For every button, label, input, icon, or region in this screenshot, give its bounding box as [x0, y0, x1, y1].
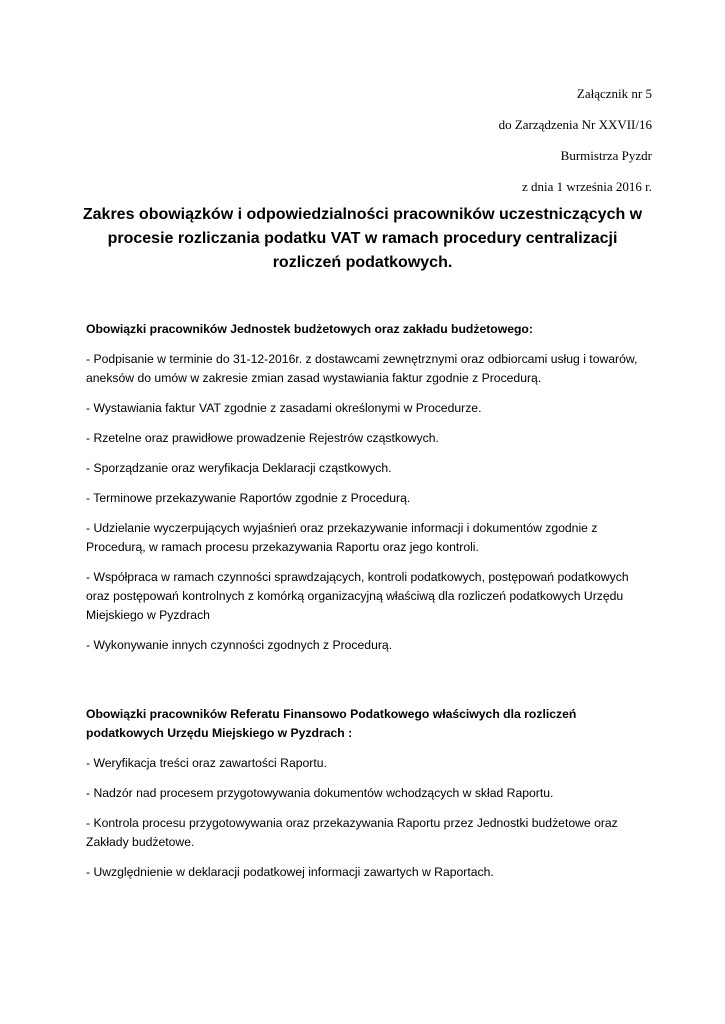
list-item: - Terminowe przekazywanie Raportów zgodnie z Procedurą.: [86, 491, 411, 505]
issuer: Burmistrza Pyzdr: [560, 148, 652, 163]
list-item: - Weryfikacja treści oraz zawartości Raportu.: [86, 756, 327, 770]
list-item: - Współpraca w ramach czynności sprawdzających, kontroli podatkowych, postępowań podatkowych oraz postępowań kontrolnych z komórką organizacyjną właściwą dla rozliczeń podatkowych Urzędu Miejskiego w Pyzdrach: [86, 570, 629, 622]
section-heading: Obowiązki pracowników Jednostek budżetowych oraz zakładu budżetowego:: [86, 322, 533, 336]
section-finance-department: [86, 705, 646, 893]
attachment-number: Załącznik nr 5: [576, 86, 652, 101]
list-item: - Kontrola procesu przygotowywania oraz przekazywania Raportu przez Jednostki budżetowe oraz Zakłady budżetowe.: [86, 816, 618, 849]
list-item: - Nadzór nad procesem przygotowywania dokumentów wchodzących w skład Raportu.: [86, 786, 554, 800]
list-item: - Sporządzanie oraz weryfikacja Deklaracji cząstkowych.: [86, 461, 392, 475]
list-item: - Udzielanie wyczerpujących wyjaśnień oraz przekazywanie informacji i dokumentów zgodnie z Procedurą, w ramach procesu przekazywania Raportu oraz jego kontroli.: [86, 521, 598, 554]
list-item: - Wystawiania faktur VAT zgodnie z zasadami określonymi w Procedurze.: [86, 401, 482, 415]
list-item: - Rzetelne oraz prawidłowe prowadzenie Rejestrów cząstkowych.: [86, 431, 439, 445]
attachment-header: [499, 86, 652, 210]
section-budget-units: [86, 320, 646, 666]
list-item: - Uwzględnienie w deklaracji podatkowej informacji zawartych w Raportach.: [86, 865, 494, 879]
section-heading: Obowiązki pracowników Referatu Finansowo Podatkowego właściwych dla rozliczeń podatkowych Urzędu Miejskiego w Pyzdrach :: [86, 707, 577, 740]
list-item: - Podpisanie w terminie do 31-12-2016r. z dostawcami zewnętrznymi oraz odbiorcami usług i towarów, aneksów do umów w zakresie zmian zasad wystawiania faktur zgodnie z Procedurą.: [86, 352, 638, 385]
ordinance-reference: do Zarządzenia Nr XXVII/16: [498, 117, 652, 132]
document-title: Zakres obowiązków i odpowiedzialności pracowników uczestniczących w procesie rozliczania podatku VAT w ramach procedury centralizacji rozliczeń podatkowych.: [82, 206, 643, 271]
document-date: z dnia 1 września 2016 r.: [522, 179, 652, 194]
list-item: - Wykonywanie innych czynności zgodnych z Procedurą.: [86, 638, 393, 652]
